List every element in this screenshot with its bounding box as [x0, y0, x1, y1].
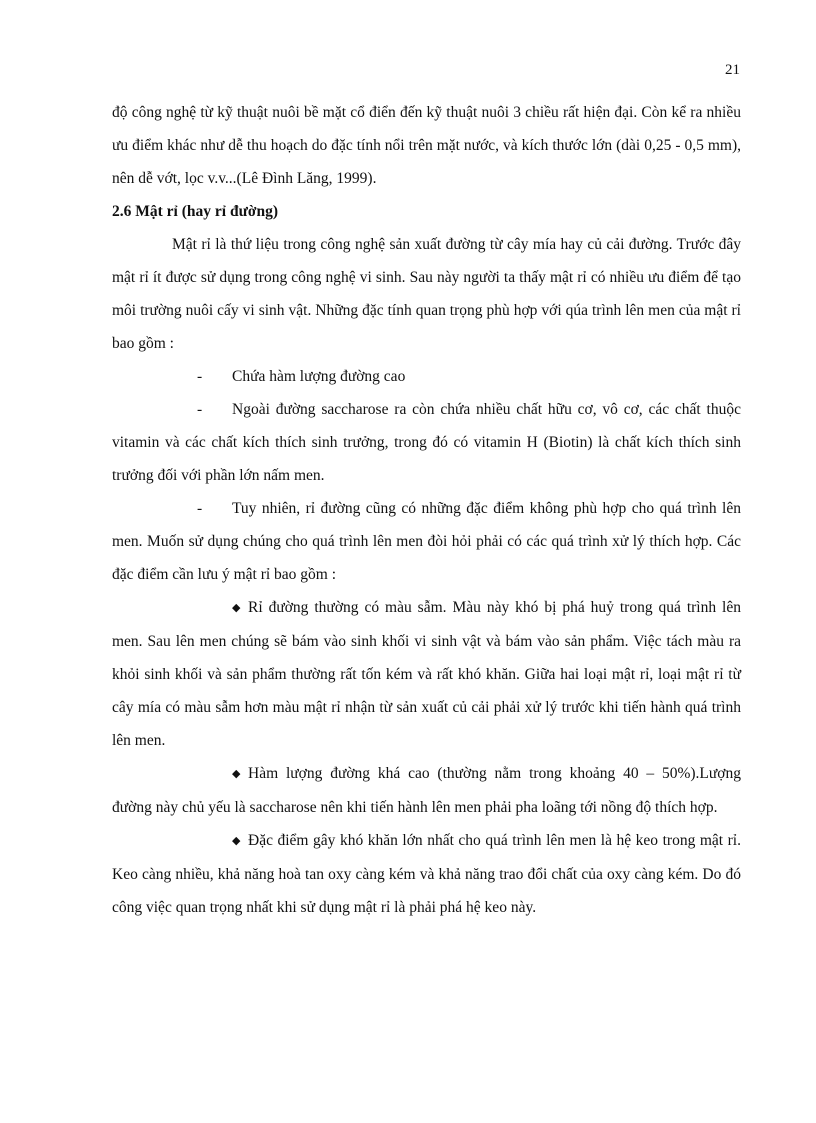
dash-marker: - — [197, 401, 203, 418]
bullet-list-item — [112, 824, 741, 924]
paragraph-continuation: độ công nghệ từ kỹ thuật nuôi bề mặt cổ điển đến kỹ thuật nuôi 3 chiều rất hiện đại. Còn kể ra nhiều ưu điểm khác như dễ thu hoạch do đặc tính nổi trên mặt nước, và kích thước lớn (dài 0,25 - 0,5 mm), nên dễ vớt, lọc v.v...(Lê Đình Lăng, 1999). — [112, 104, 741, 187]
bullet-list-item-text: Rỉ đường thường có màu sẫm. Màu này khó bị phá huỷ trong quá trình lên men. Sau lên men chúng sẽ bám vào sinh khối vi sinh vật và bám vào sản phẩm. Việc tách màu ra khỏi sinh khối và sản phẩm thường rất tốn kém và rất khó khăn. Giữa hai loại mật rỉ, loại mật rỉ từ cây mía có màu sẫm hơn màu mật rỉ nhận từ sản xuất củ cải phải xử lý trước khi tiến hành quá trình lên men. — [112, 599, 741, 749]
document-body — [112, 96, 741, 924]
bullet-list-item — [112, 757, 741, 824]
bullet-list-item-text: Đặc điểm gây khó khăn lớn nhất cho quá trình lên men là hệ keo trong mật rỉ. Keo càng nhiều, khả năng hoà tan oxy càng kém và khả năng trao đổi chất của oxy càng kém. Do đó công việc quan trọng nhất khi sử dụng mật rỉ là phải phá hệ keo này. — [112, 832, 741, 916]
bullet-list-item-text: Hàm lượng đường khá cao (thường nằm trong khoảng 40 – 50%).Lượng đường này chủ yếu là saccharose nên khi tiến hành lên men phải pha loãng tới nồng độ thích hợp. — [112, 765, 741, 816]
dash-list-item — [112, 492, 741, 591]
dash-marker: - — [197, 500, 203, 517]
dash-list-item-text: Tuy nhiên, rỉ đường cũng có những đặc điểm không phù hợp cho quá trình lên men. Muốn sử dụng chúng cho quá trình lên men đòi hỏi phải có các quá trình xử lý thích hợp. Các đặc điểm cần lưu ý mật rỉ bao gồm : — [112, 500, 741, 583]
dash-list-item-text: Ngoài đường saccharose ra còn chứa nhiều chất hữu cơ, vô cơ, các chất thuộc vitamin và các chất kích thích sinh trưởng, trong đó có vitamin H (Biotin) là chất kích thích sinh trưởng đối với phần lớn nấm men. — [112, 401, 741, 484]
section-heading: 2.6 Mật rỉ (hay rỉ đường) — [112, 203, 278, 220]
dash-list-item-text: Chứa hàm lượng đường cao — [232, 368, 406, 385]
page-number: 21 — [725, 62, 740, 78]
dash-list-item — [112, 360, 741, 393]
dash-list-item — [112, 393, 741, 492]
paragraph-molasses-intro: Mật rỉ là thứ liệu trong công nghệ sản xuất đường từ cây mía hay củ cải đường. Trước đây mật rỉ ít được sử dụng trong công nghệ vi sinh. Sau này người ta thấy mật rỉ có nhiều ưu điểm để tạo môi trường nuôi cấy vi sinh vật. Những đặc tính quan trọng phù hợp với qúa trình lên men của mật rỉ bao gồm : — [112, 236, 741, 352]
diamond-bullet-icon: ◆ — [232, 835, 241, 847]
diamond-bullet-icon: ◆ — [232, 768, 241, 780]
bullet-list-item — [112, 591, 741, 757]
diamond-bullet-icon: ◆ — [232, 602, 241, 614]
dash-marker: - — [197, 368, 203, 385]
